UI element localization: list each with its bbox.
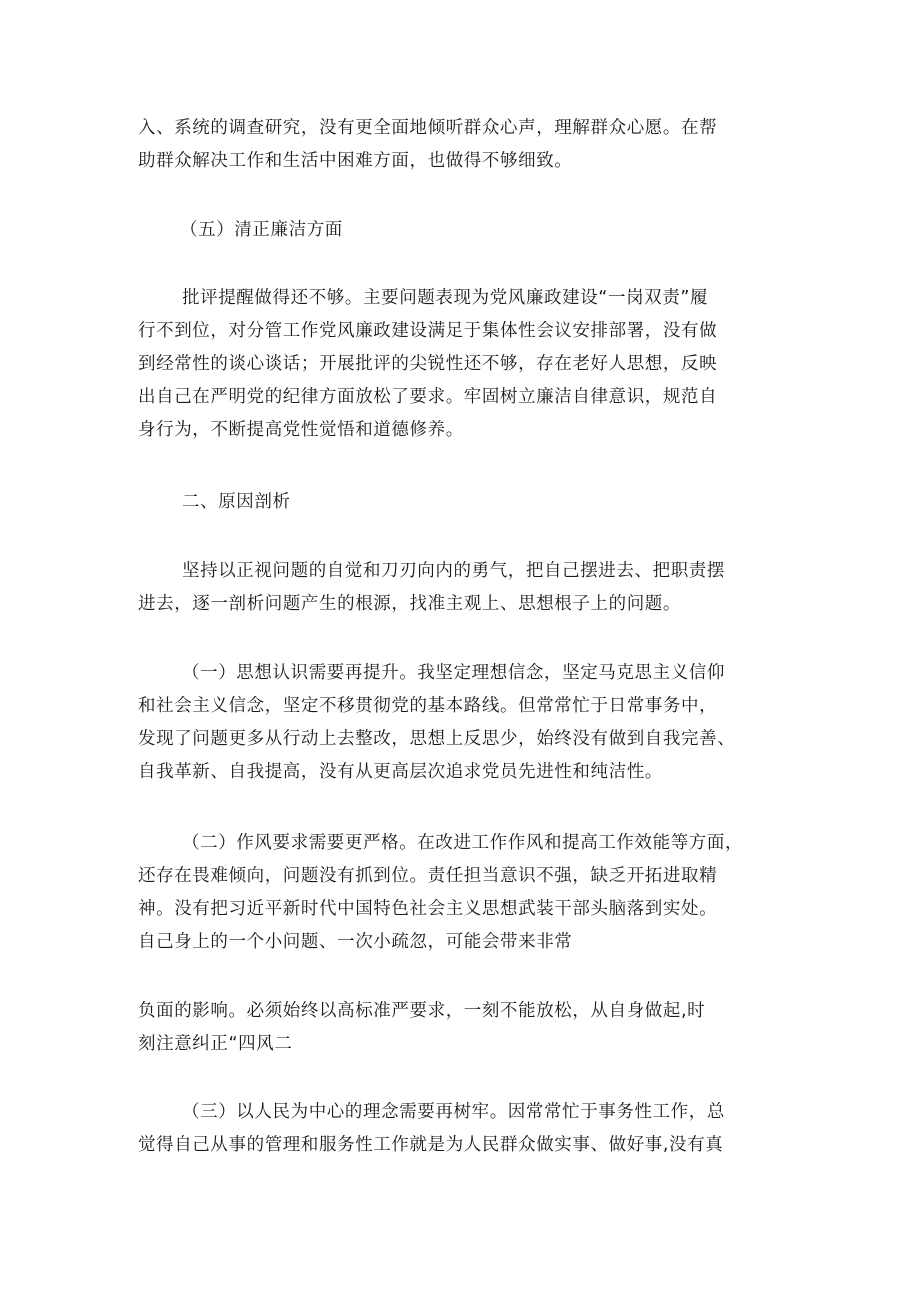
text-line: （三）以人民为中心的理念需要再树牢。因常常忙于事务性工作，总	[182, 1102, 725, 1122]
section-heading-cause-analysis: 二、原因剖析	[182, 492, 291, 512]
text-line: 批评提醒做得还不够。主要问题表现为党风廉政建设“一岗双责”履	[182, 288, 709, 308]
section-heading-integrity: （五）清正廉洁方面	[180, 220, 343, 240]
text-line: 入、系统的调查研究，没有更全面地倾听群众心声，理解群众心愿。在帮	[138, 118, 718, 138]
paragraph-integrity	[138, 282, 798, 447]
paragraph-style	[138, 827, 798, 959]
text-line: 发现了问题更多从行动上去整改，思想上反思少，始终没有做到自我完善、	[138, 729, 736, 749]
text-line: 助群众解决工作和生活中困难方面，也做得不够细致。	[138, 151, 573, 171]
paragraph-people-centered	[138, 1096, 798, 1162]
text-line: （一）思想认识需要再提升。我坚定理想信念，坚定马克思主义信仰	[182, 663, 725, 683]
text-line: 刻注意纠正“四风二	[138, 1034, 293, 1054]
text-line: 到经常性的谈心谈话；开展批评的尖锐性还不够，存在老好人思想，反映	[138, 354, 718, 374]
text-line: 自我革新、自我提高，没有从更高层次追求党员先进性和纯洁性。	[138, 762, 663, 782]
text-line: 出自己在严明党的纪律方面放松了要求。牢固树立廉洁自律意识，规范自	[138, 387, 718, 407]
text-line: 负面的影响。必须始终以高标准严要求，一刻不能放松，从自身做起,时	[138, 1001, 706, 1021]
text-line: （二）作风要求需要更严格。在改进工作作风和提高工作效能等方面，	[182, 833, 744, 853]
text-line: 还存在畏难倾向，问题没有抓到位。责任担当意识不强，缺乏开拓进取精	[138, 866, 718, 886]
paragraph-thinking	[138, 657, 798, 789]
text-line: 自己身上的一个小问题、一次小疏忽，可能会带来非常	[138, 932, 573, 952]
text-line: 进去，逐一剖析问题产生的根源，找准主观上、思想根子上的问题。	[138, 594, 681, 614]
text-line: 和社会主义信念，坚定不移贯彻党的基本路线。但常常忙于日常事务中，	[138, 696, 718, 716]
text-line: 觉得自己从事的管理和服务性工作就是为人民群众做实事、做好事,没有真	[138, 1135, 724, 1155]
paragraph-style-continued	[138, 995, 798, 1061]
text-line: 坚持以正视问题的自觉和刀刃向内的勇气，把自己摆进去、把职责摆	[182, 561, 725, 581]
paragraph-cause-intro	[138, 555, 798, 621]
text-line: 身行为，不断提高党性觉悟和道德修养。	[138, 420, 464, 440]
text-line: 行不到位，对分管工作党风廉政建设满足于集体性会议安排部署，没有做	[138, 321, 718, 341]
paragraph-continuation	[138, 112, 798, 178]
text-line: 神。没有把习近平新时代中国特色社会主义思想武装干部头脑落到实处。	[138, 899, 718, 919]
